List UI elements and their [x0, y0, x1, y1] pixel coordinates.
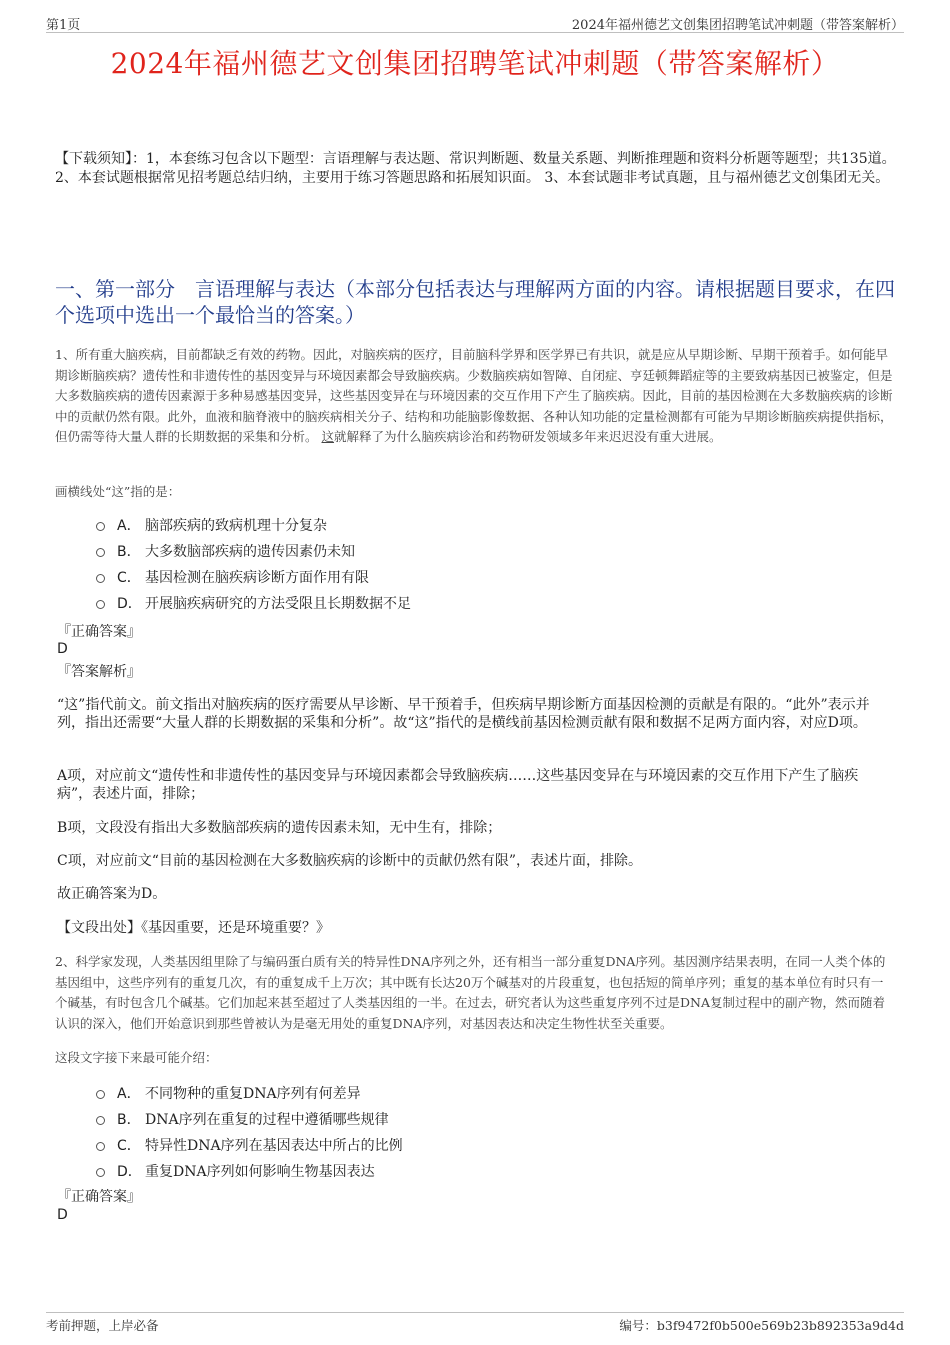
question-2-option-a[interactable]: A． 不同物种的重复DNA序列有何差异: [96, 1080, 403, 1106]
question-1-answer: D: [57, 641, 68, 657]
page-header: [46, 14, 904, 33]
footer-slogan: 考前押题，上岸必备: [46, 1318, 159, 1333]
question-2-option-d[interactable]: D． 重复DNA序列如何影响生物基因表达: [96, 1158, 403, 1184]
page-footer: [46, 1312, 904, 1333]
question-1-option-b[interactable]: B． 大多数脑部疾病的遗传因素仍未知: [96, 538, 411, 564]
question-2-option-c[interactable]: C． 特异性DNA序列在基因表达中所占的比例: [96, 1132, 403, 1158]
radio-icon[interactable]: [96, 574, 105, 583]
question-1-answer-label: 『正确答案』: [57, 624, 141, 640]
question-1-analysis-paragraph: B项，文段没有指出大多数脑部疾病的遗传因素未知，无中生有，排除；: [57, 820, 502, 836]
question-2-answer-label: 『正确答案』: [57, 1189, 141, 1205]
question-1-text-after: 就解释了为什么脑疾病诊治和药物研发领域多年来迟迟没有重大进展。: [334, 429, 722, 444]
footer-doc-id: 编号：b3f9472f0b500e569b23b892353a9d4d: [619, 1318, 904, 1333]
question-1-text-before: 1、所有重大脑疾病，目前都缺乏有效的药物。因此，对脑疾病的医疗，目前脑科学界和医学界已有共识，就是应从早期诊断、早期干预着手。如何能早期诊断脑疾病？遗传性和非遗传性的基因变异与环境因素都会导致脑疾病。少数脑疾病如智障、自闭症、亨廷顿舞蹈症等的主要致病基因已被鉴定，但是大多数脑疾病的遗传因素源于多种易感基因变异，这些基因变异在与环境因素的交互作用下产生了脑疾病。因此，目前的基因检测在大多数脑疾病的诊断中的贡献仍然有限。此外，血液和脑脊液中的脑疾病相关分子、结构和功能脑影像数据、各种认知功能的定量检测都有可能为早期诊断脑疾病提供指标，但仍需等待大量人群的长期数据的采集和分析。: [55, 347, 893, 444]
document-title: 2024年福州德艺文创集团招聘笔试冲刺题（带答案解析）: [110, 47, 840, 80]
question-2-answer: D: [57, 1207, 68, 1223]
radio-icon[interactable]: [96, 548, 105, 557]
question-1-prompt: 画横线处“这”指的是：: [55, 484, 181, 499]
question-1-analysis-paragraph: 故正确答案为D。: [57, 886, 167, 902]
question-1-options: [96, 512, 411, 616]
question-1-option-a[interactable]: A． 脑部疾病的致病机理十分复杂: [96, 512, 411, 538]
question-2-text: 2、科学家发现，人类基因组里除了与编码蛋白质有关的特异性DNA序列之外，还有相当一部分重复DNA序列。基因测序结果表明，在同一人类个体的基因组中，这些序列有的重复几次，有的重复成千上万次；其中既有长达20万个碱基对的片段重复，也包括短的简单序列；重复的基本单位有时只有一个碱基，有时包含几个碱基。它们加起来甚至超过了人类基因组的一半。在过去，研究者认为这些重复序列不过是DNA复制过程中的副产物，然而随着认识的深入，他们开始意识到那些曾被认为是毫无用处的重复DNA序列，对基因表达和决定生物性状至关重要。: [55, 954, 886, 1031]
radio-icon[interactable]: [96, 522, 105, 531]
question-1-source: 【文段出处】《基因重要，还是环境重要？》: [57, 920, 330, 936]
page-number: 第1页: [46, 18, 81, 33]
question-1-analysis-label: 『答案解析』: [57, 664, 141, 680]
question-1-analysis-paragraph: A项，对应前文“遗传性和非遗传性的基因变异与环境因素都会导致脑疾病……这些基因变异在与环境因素的交互作用下产生了脑疾病”，表述片面，排除；: [57, 768, 859, 802]
question-1-underlined-word: 这: [321, 429, 335, 444]
radio-icon[interactable]: [96, 1090, 105, 1099]
radio-icon[interactable]: [96, 1116, 105, 1125]
question-1-text: [55, 345, 895, 448]
header-doc-title: 2024年福州德艺文创集团招聘笔试冲刺题（带答案解析）: [571, 18, 904, 33]
question-2-options: [96, 1080, 403, 1184]
question-1-analysis-paragraph: “这”指代前文。前文指出对脑疾病的医疗需要从早诊断、早干预着手，但疾病早期诊断方面基因检测的贡献是有限的。“此外”表示并列，指出还需要“大量人群的长期数据的采集和分析”。故“这”指代的是横线前基因检测贡献有限和数据不足两方面内容，对应D项。: [57, 697, 870, 731]
question-2-option-b[interactable]: B． DNA序列在重复的过程中遵循哪些规律: [96, 1106, 403, 1132]
download-notice: 【下载须知】：1，本套练习包含以下题型：言语理解与表达题、常识判断题、数量关系题、判断推理题和资料分析题等题型；共135道。 2、本套试题根据常见招考题总结归纳，主要用于练习答题思路和拓展知识面。 3、本套试题非考试真题，且与福州德艺文创集团无关。: [55, 151, 896, 186]
question-1-option-c[interactable]: C． 基因检测在脑疾病诊断方面作用有限: [96, 564, 411, 590]
radio-icon[interactable]: [96, 1142, 105, 1151]
question-1-analysis-paragraph: C项，对应前文“目前的基因检测在大多数脑疾病的诊断中的贡献仍然有限”，表述片面，排除。: [57, 853, 643, 869]
question-2-prompt: 这段文字接下来最可能介绍：: [55, 1050, 218, 1065]
section-heading: 一、第一部分 言语理解与表达（本部分包括表达与理解两方面的内容。请根据题目要求，在四个选项中选出一个最恰当的答案。）: [55, 277, 895, 327]
radio-icon[interactable]: [96, 1168, 105, 1177]
radio-icon[interactable]: [96, 600, 105, 609]
question-1-option-d[interactable]: D． 开展脑疾病研究的方法受限且长期数据不足: [96, 590, 411, 616]
